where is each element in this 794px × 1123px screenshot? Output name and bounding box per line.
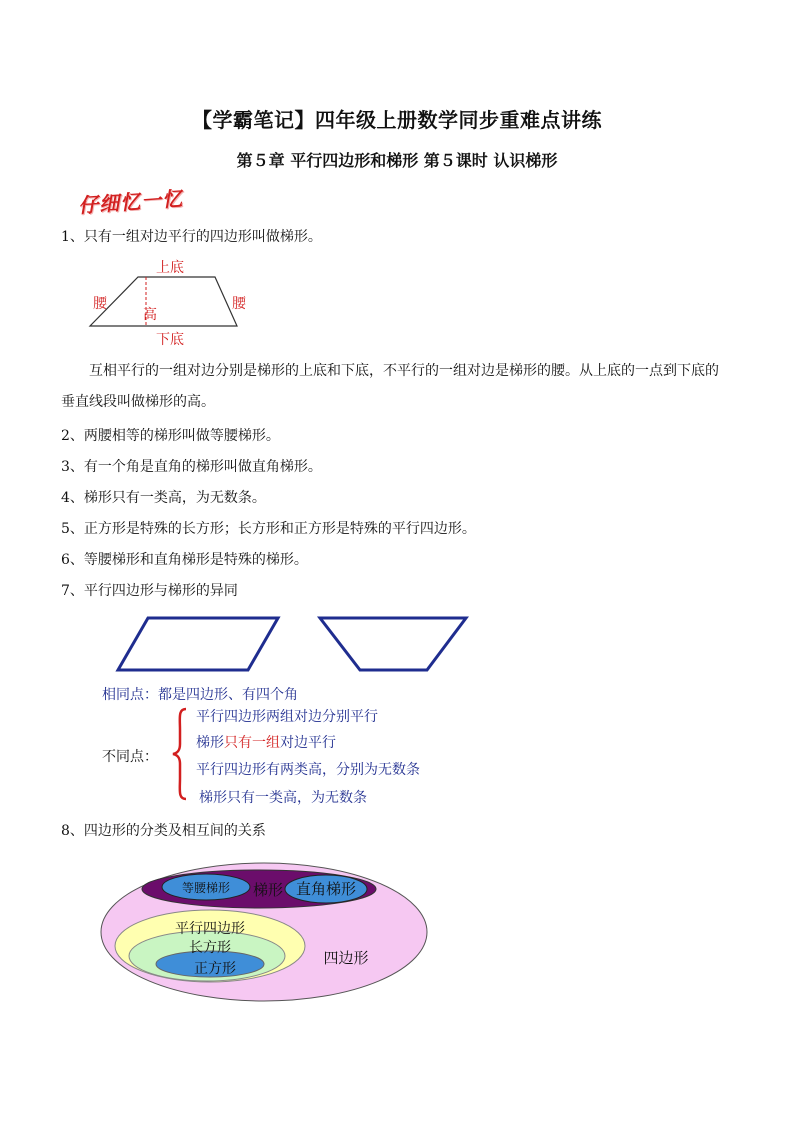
diff-2b: 只有一组 [224,735,280,751]
shapes-comparison [110,612,480,676]
page-subtitle: 第５章 平行四边形和梯形 第５课时 认识梯形 [236,151,558,170]
same-label: 相同点： [102,687,158,703]
section-stamp: 仔细忆一忆 [77,186,184,218]
diff-2 [196,732,336,752]
trapezoid-shape [90,277,237,326]
trapezoid-shape-2 [320,618,466,670]
same-text: 都是四边形、有四个角 [158,687,298,703]
venn-rectangle-label: 长方形 [189,940,231,956]
venn-right-label: 直角梯形 [295,880,357,898]
item-1: 1、只有一组对边平行的四边形叫做梯形。 [61,229,322,245]
same-points [102,684,298,704]
page-title: 【学霸笔记】四年级上册数学同步重难点讲练 [192,108,602,132]
item-7: 7、平行四边形与梯形的异同 [61,583,238,599]
diff-1: 平行四边形两组对边分别平行 [196,709,378,725]
diff-3: 平行四边形有两类高，分别为无数条 [196,762,420,778]
item-8: 8、四边形的分类及相互间的关系 [61,823,266,839]
item-3: 3、有一个角是直角的梯形叫做直角梯形。 [61,459,322,475]
label-top: 上底 [156,260,184,276]
diff-2c: 对边平行 [280,735,336,751]
definition-paragraph: 互相平行的一组对边分别是梯形的上底和下底，不平行的一组对边是梯形的腰。从上底的一点到下底的垂直线段叫做梯形的高。 [61,363,719,410]
venn-diagram [96,860,432,1010]
label-height: 高 [143,307,157,323]
label-bottom: 下底 [156,332,184,348]
diff-label: 不同点： [102,749,158,765]
brace [170,706,190,802]
venn-trapezoid-label: 梯形 [252,881,284,899]
label-leg-right: 腰 [232,296,246,312]
diff-4: 梯形只有一类高，为无数条 [199,790,367,806]
item-4: 4、梯形只有一类高，为无数条。 [61,490,266,506]
label-leg-left: 腰 [93,296,107,312]
venn-quadrilateral-label: 四边形 [323,949,369,967]
item-2: 2、两腰相等的梯形叫做等腰梯形。 [61,428,280,444]
diff-2a: 梯形 [196,735,224,751]
venn-square-label: 正方形 [194,961,236,977]
venn-parallelogram-label: 平行四边形 [175,921,245,937]
trapezoid-figure [80,252,270,352]
item-6: 6、等腰梯形和直角梯形是特殊的梯形。 [61,552,308,568]
item-5: 5、正方形是特殊的长方形；长方形和正方形是特殊的平行四边形。 [61,521,476,537]
venn-isosceles-label: 等腰梯形 [181,881,231,895]
parallelogram-shape [118,618,278,670]
